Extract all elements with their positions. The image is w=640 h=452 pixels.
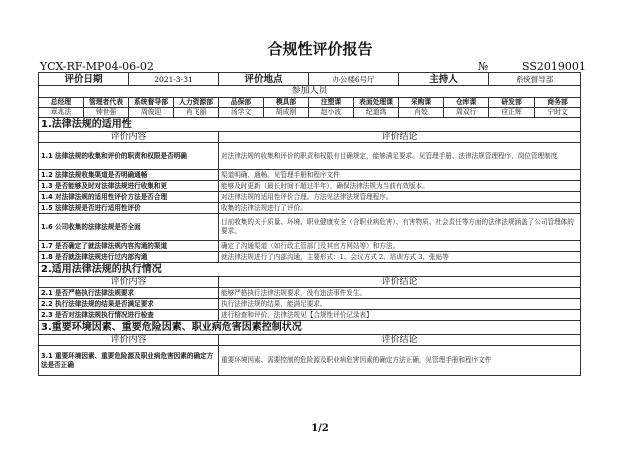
criteria-column-header: 评价内容 — [39, 132, 219, 143]
participant-role: 模具部 — [264, 98, 309, 108]
criteria-cell: 1.5 法律法规是否进行适用性评价 — [39, 203, 219, 214]
place-value: 办公楼6号厅 — [309, 73, 399, 86]
participant-role: 管理者代表 — [84, 98, 129, 108]
section-title: 1.法律法规的适用性 — [39, 118, 581, 132]
table-row — [39, 214, 581, 241]
participant-role: 采购课 — [399, 98, 444, 108]
number-symbol: № — [478, 60, 489, 73]
participant-role: 系统督导部 — [129, 98, 174, 108]
participant-name: 钟世强 — [84, 108, 129, 118]
conclusion-column-header: 评价结论 — [219, 277, 581, 288]
table-row — [39, 299, 581, 310]
participant-role: 表面处理课 — [354, 98, 399, 108]
criteria-cell: 2.3 是否对法律法规执行情况进行检查 — [39, 310, 219, 321]
criteria-cell: 2.1 是否严格执行法律法规要求 — [39, 288, 219, 299]
conclusion-cell: 重要环境因素、需要控制的危险源及职业病危害因素的确定方法正确，见管理手册和程序文件 — [219, 346, 581, 376]
conclusion-column-header: 评价结论 — [219, 132, 581, 143]
participant-name: 胡成刚 — [264, 108, 309, 118]
criteria-cell: 1.6 公司收集的法律法规是否全面 — [39, 214, 219, 241]
table-row — [39, 346, 581, 376]
participant-name: 汤学文 — [219, 108, 264, 118]
conclusion-cell: 进行检查和评价，法律法规见【合规性评价记录表】 — [219, 310, 581, 321]
conclusion-cell: 能够严格执行法律法规要求，没有违法事件发生。 — [219, 288, 581, 299]
conclusion-column-header: 评价结论 — [219, 335, 581, 346]
document-number: YCX-RF-MP04-06-02 — [40, 60, 154, 73]
participant-role: 研发部 — [489, 98, 535, 108]
conclusion-cell: 收集的法律法规进行了评价。 — [219, 203, 581, 214]
host-label: 主持人 — [399, 73, 489, 86]
participant-role: 总经理 — [39, 98, 84, 108]
host-value: 系统督导部 — [489, 73, 581, 86]
criteria-cell: 3.1 重要环境因素、重要危险源及职业病危害因素的确定方法是否正确 — [39, 346, 219, 376]
participant-role: 注塑课 — [309, 98, 354, 108]
table-row — [39, 143, 581, 170]
criteria-cell: 1.8 是否就法律法规进行过内部沟通 — [39, 252, 219, 263]
participant-role: 商务部 — [535, 98, 581, 108]
conclusion-cell: 渠道明确、通畅。见管理手册和程序文件 — [219, 170, 581, 181]
conclusion-cell: 目前收集的关于质量、环境、职业健康安全（含职业病危害）、有害物质、社会责任等方面的法律法规涵盖了公司管理体的要求。 — [219, 214, 581, 241]
section-title: 2.适用法律法规的执行情况 — [39, 263, 581, 277]
participant-name: 周双行 — [444, 108, 489, 118]
conclusion-cell: 确定了沟通渠道（如行政主管部门及其官方网站等）和方法。 — [219, 241, 581, 252]
date-value: 2021-3-31 — [129, 73, 219, 86]
table-row — [39, 252, 581, 263]
criteria-column-header: 评价内容 — [39, 335, 219, 346]
table-row — [39, 241, 581, 252]
conclusion-cell: 执行法律法规的结果，能满足要求。 — [219, 299, 581, 310]
serial-number: SS2019001 — [522, 60, 586, 73]
criteria-cell: 1.7 是否确定了就法律法规内容沟通的渠道 — [39, 241, 219, 252]
criteria-cell: 2.2 执行法律法规的结果是否满足要求 — [39, 299, 219, 310]
participant-name: 赵小波 — [309, 108, 354, 118]
evaluation-table — [38, 72, 581, 376]
criteria-cell: 1.1 法律法规的收集和评价的职责和权限是否明确 — [39, 143, 219, 170]
date-label: 评价日期 — [39, 73, 129, 86]
criteria-column-header: 评价内容 — [39, 277, 219, 288]
participant-role: 仓库课 — [444, 98, 489, 108]
conclusion-cell: 对法律法规的收集和评价的职责和权限有目确规定，能够满足要求。见管理手册、法律法规管理程序、岗位管理制度 — [219, 143, 581, 170]
participant-roles-row — [39, 98, 581, 108]
participants-header: 参加人员 — [39, 86, 581, 98]
participant-name: 肖飞丽 — [174, 108, 219, 118]
page-number: 1/2 — [311, 423, 329, 434]
conclusion-cell: 就法律法规进行了内部沟通，主要形式：1、会议方式 2、培训方式 3、张贴等 — [219, 252, 581, 263]
info-row — [39, 73, 581, 86]
table-row — [39, 192, 581, 203]
table-row — [39, 310, 581, 321]
conclusion-cell: 对法律法规的适用性评价合理。方法见法律法规管理程序。 — [219, 192, 581, 203]
conclusion-cell: 能够及时更新（最长时间不超过半年），确保法律法规为当前有效版本。 — [219, 181, 581, 192]
participant-name: 纪道鸿 — [354, 108, 399, 118]
participant-names-row — [39, 108, 581, 118]
participant-name: 肖姣 — [399, 108, 444, 118]
criteria-cell: 1.2 法律法规收集渠道是否明确通畅 — [39, 170, 219, 181]
participant-role: 品保部 — [219, 98, 264, 108]
page-title: 合规性评价报告 — [267, 40, 373, 58]
table-row — [39, 288, 581, 299]
participant-name: 章兆法 — [39, 108, 84, 118]
table-row — [39, 181, 581, 192]
participant-name: 应正辉 — [489, 108, 535, 118]
criteria-cell: 1.3 是否能够及时对法律法规进行收集和更 — [39, 181, 219, 192]
table-row — [39, 203, 581, 214]
participant-name: 宁时文 — [535, 108, 581, 118]
participant-name: 周俊迎 — [129, 108, 174, 118]
table-row — [39, 170, 581, 181]
section-title: 3.重要环境因素、重要危险因素、职业病危害因素控制状况 — [39, 321, 581, 335]
criteria-cell: 1.4 对法律法规的适用性评价方法是否合理 — [39, 192, 219, 203]
participant-role: 人力资源部 — [174, 98, 219, 108]
place-label: 评价地点 — [219, 73, 309, 86]
